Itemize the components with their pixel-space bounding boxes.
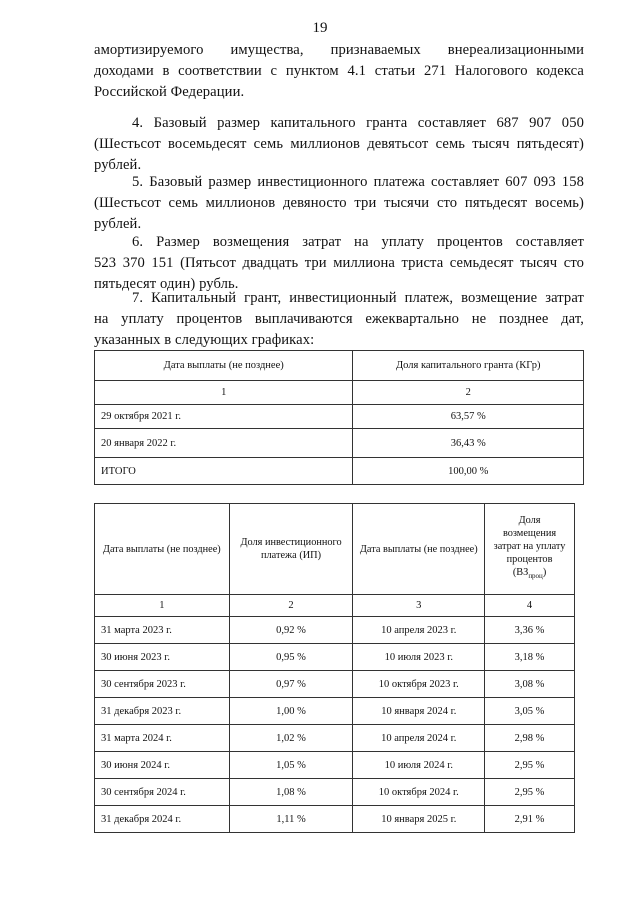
vz-share-cell: 2,98 % xyxy=(485,725,575,752)
table-row xyxy=(95,698,575,725)
ip-share-cell: 1,00 % xyxy=(229,698,353,725)
ip-share-cell: 0,97 % xyxy=(229,671,353,698)
column-number-row xyxy=(95,381,584,405)
paragraph-continuation xyxy=(94,40,584,102)
column-number: 1 xyxy=(95,595,230,617)
text-line: (Шестьсот семь миллионов девяносто три тысячи сто пятьдесят восемь) xyxy=(94,194,584,211)
table-row xyxy=(95,779,575,806)
ip-share-cell: 1,08 % xyxy=(229,779,353,806)
column-number: 3 xyxy=(353,595,485,617)
text-line: 5. Базовый размер инвестиционного платежа составляет 607 093 158 xyxy=(132,174,584,190)
table-total-row xyxy=(95,458,584,485)
ip-share-cell: 0,92 % xyxy=(229,617,353,644)
paragraph-5 xyxy=(94,172,584,234)
table-row xyxy=(95,644,575,671)
vz-date-cell: 10 января 2024 г. xyxy=(353,698,485,725)
paragraph-4 xyxy=(94,113,584,175)
text-line: 4. Базовый размер капитального гранта составляет 687 907 050 xyxy=(132,115,584,131)
vz-share-cell: 3,05 % xyxy=(485,698,575,725)
column-number: 2 xyxy=(353,381,584,405)
ip-date-cell: 31 декабря 2024 г. xyxy=(95,806,230,833)
ip-date-cell: 31 декабря 2023 г. xyxy=(95,698,230,725)
text-line: (Шестьсот восемьдесят семь миллионов девятьсот семь тысяч пятьдесят) xyxy=(94,135,584,152)
column-header xyxy=(485,504,575,595)
vz-share-cell: 3,18 % xyxy=(485,644,575,671)
text-line: амортизируемого имущества, признаваемых внереализационными xyxy=(94,42,584,58)
vz-date-cell: 10 октября 2023 г. xyxy=(353,671,485,698)
total-label-cell: ИТОГО xyxy=(95,458,353,485)
vz-date-cell: 10 октября 2024 г. xyxy=(353,779,485,806)
vz-date-cell: 10 апреля 2024 г. xyxy=(353,725,485,752)
table-row xyxy=(95,752,575,779)
text-line: 7. Капитальный грант, инвестиционный платеж, возмещение затрат xyxy=(132,290,584,306)
ip-date-cell: 30 сентября 2024 г. xyxy=(95,779,230,806)
paragraph-7 xyxy=(94,288,584,350)
ip-date-cell: 31 марта 2023 г. xyxy=(95,617,230,644)
header-subscript: проц xyxy=(528,572,543,581)
grant-share-cell: 63,57 % xyxy=(353,405,584,429)
vz-date-cell: 10 июля 2024 г. xyxy=(353,752,485,779)
ip-date-cell: 30 июня 2024 г. xyxy=(95,752,230,779)
column-header: Дата выплаты (не позднее) xyxy=(95,504,230,595)
table-row xyxy=(95,617,575,644)
column-header: Доля инвестиционного платежа (ИП) xyxy=(229,504,353,595)
payment-date-cell: 29 октября 2021 г. xyxy=(95,405,353,429)
ip-share-cell: 0,95 % xyxy=(229,644,353,671)
column-header: Дата выплаты (не позднее) xyxy=(95,351,353,381)
table-header-row xyxy=(95,504,575,595)
vz-date-cell: 10 января 2025 г. xyxy=(353,806,485,833)
table-row xyxy=(95,806,575,833)
vz-date-cell: 10 апреля 2023 г. xyxy=(353,617,485,644)
header-text: Доля возмещения затрат на уплату процентов (ВЗ xyxy=(493,515,566,579)
payment-date-cell: 20 января 2022 г. xyxy=(95,429,353,458)
text-line: доходами в соответствии с пунктом 4.1 статьи 271 Налогового кодекса xyxy=(94,62,584,79)
capital-grant-table xyxy=(94,350,584,485)
table-header-row xyxy=(95,351,584,381)
ip-date-cell: 31 марта 2024 г. xyxy=(95,725,230,752)
vz-share-cell: 3,36 % xyxy=(485,617,575,644)
table-row xyxy=(95,725,575,752)
column-number: 4 xyxy=(485,595,575,617)
text-line: рублей. xyxy=(94,215,142,232)
column-number: 1 xyxy=(95,381,353,405)
ip-share-cell: 1,02 % xyxy=(229,725,353,752)
grant-share-cell: 36,43 % xyxy=(353,429,584,458)
vz-share-cell: 3,08 % xyxy=(485,671,575,698)
text-line: 6. Размер возмещения затрат на уплату процентов составляет xyxy=(132,234,584,250)
column-number: 2 xyxy=(229,595,353,617)
investment-payment-table xyxy=(94,503,575,833)
vz-share-cell: 2,95 % xyxy=(485,779,575,806)
column-number-row xyxy=(95,595,575,617)
ip-date-cell: 30 сентября 2023 г. xyxy=(95,671,230,698)
text-line: рублей. xyxy=(94,156,142,173)
table-row xyxy=(95,429,584,458)
text-line: 523 370 151 (Пятьсот двадцать три миллиона триста семьдесят тысяч сто xyxy=(94,254,584,271)
column-header: Дата выплаты (не позднее) xyxy=(353,504,485,595)
text-line: пятьдесят один) рубль. xyxy=(94,275,239,292)
vz-date-cell: 10 июля 2023 г. xyxy=(353,644,485,671)
table-row xyxy=(95,405,584,429)
ip-share-cell: 1,11 % xyxy=(229,806,353,833)
ip-date-cell: 30 июня 2023 г. xyxy=(95,644,230,671)
column-header: Доля капитального гранта (КГр) xyxy=(353,351,584,381)
table-row xyxy=(95,671,575,698)
text-line: Российской Федерации. xyxy=(94,83,245,100)
total-value-cell: 100,00 % xyxy=(353,458,584,485)
vz-share-cell: 2,95 % xyxy=(485,752,575,779)
ip-share-cell: 1,05 % xyxy=(229,752,353,779)
header-bracket: ) xyxy=(542,567,547,579)
page-number: 19 xyxy=(312,20,328,36)
paragraph-6 xyxy=(94,232,584,294)
text-line: указанных в следующих графиках: xyxy=(94,331,315,348)
text-line: на уплату процентов выплачиваются ежеквартально не позднее дат, xyxy=(94,310,584,327)
vz-share-cell: 2,91 % xyxy=(485,806,575,833)
